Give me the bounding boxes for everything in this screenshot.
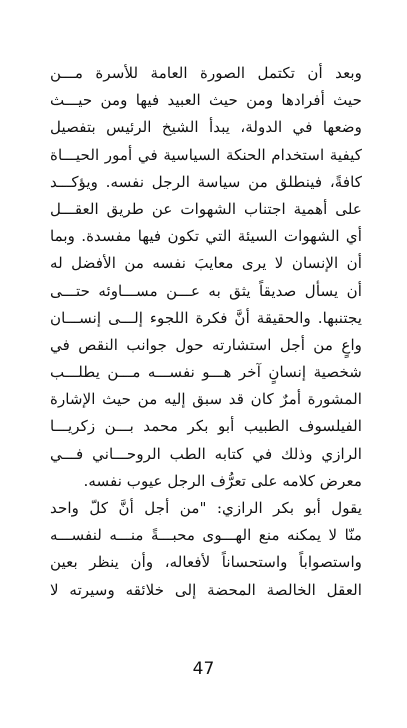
text-line: الفيلسوف الطبيب أبو بكر محمد بـــن زكريـــا	[50, 417, 362, 436]
text-line: أي الشهوات السيئة التي تكون فيها مفسدة. وبما	[50, 227, 362, 246]
text-line: وضعها في الدولة، يبدأ الشيخ الرئيس بتفصيل	[50, 118, 362, 137]
text-line: معرض كلامه على تعرُّف الرجل عيوب نفسه.	[83, 471, 362, 490]
text-line: واستصواباً واستحساناً لأفعاله، وأن ينظر بعين	[50, 553, 362, 572]
text-line: وبعد أن تكتمل الصورة العامة للأسرة مـــن	[50, 64, 362, 82]
text-line: يجتنبها. والحقيقة أنَّ فكرة اللجوء إلـــى إنســـان	[50, 308, 362, 327]
text-line: منّا لا يمكنه منع الهـــوى محبـــةً منـــه لنفســـه	[50, 526, 362, 545]
page-number: 47	[192, 659, 215, 679]
text-line: حيث أفرادها ومن حيث العبيد فيها ومن حيـــث	[50, 91, 362, 110]
body-text	[50, 60, 362, 604]
text-line: أن الإنسان لا يرى معايبَ نفسه من الأفضل له	[50, 254, 362, 273]
text-line: شخصية إنسانٍ آخر هـــو نفســـه مـــن يطلـــب	[50, 363, 362, 382]
text-line: أن يسأل صديقاً يثق به عـــن مســـاوئه حتـــى	[50, 281, 362, 300]
text-line: كيفية استخدام الحنكة السياسية في أمور الحيـــاة	[50, 145, 362, 164]
text-line: على أهمية اجتناب الشهوات عن طريق العقـــل	[50, 199, 362, 218]
text-line: المشورة أمرٌ كان قد سبق إليه من حيث الإشارة	[50, 390, 362, 409]
text-line: كافةً، فينطلق من سياسة الرجل نفسه. ويؤكـــد	[50, 172, 362, 191]
text-line: يقول أبو بكر الرازي: "من أجل أنَّ كلّ واحد	[50, 499, 362, 517]
text-line: العقل الخالصة المحضة إلى خلائقه وسيرته لا	[50, 580, 362, 599]
text-line: واعٍ من أجل استشارته حول جوانب النقص في	[50, 335, 362, 354]
text-line: الرازي وذلك في كتابه الطب الروحـــاني فـــي	[50, 444, 362, 463]
